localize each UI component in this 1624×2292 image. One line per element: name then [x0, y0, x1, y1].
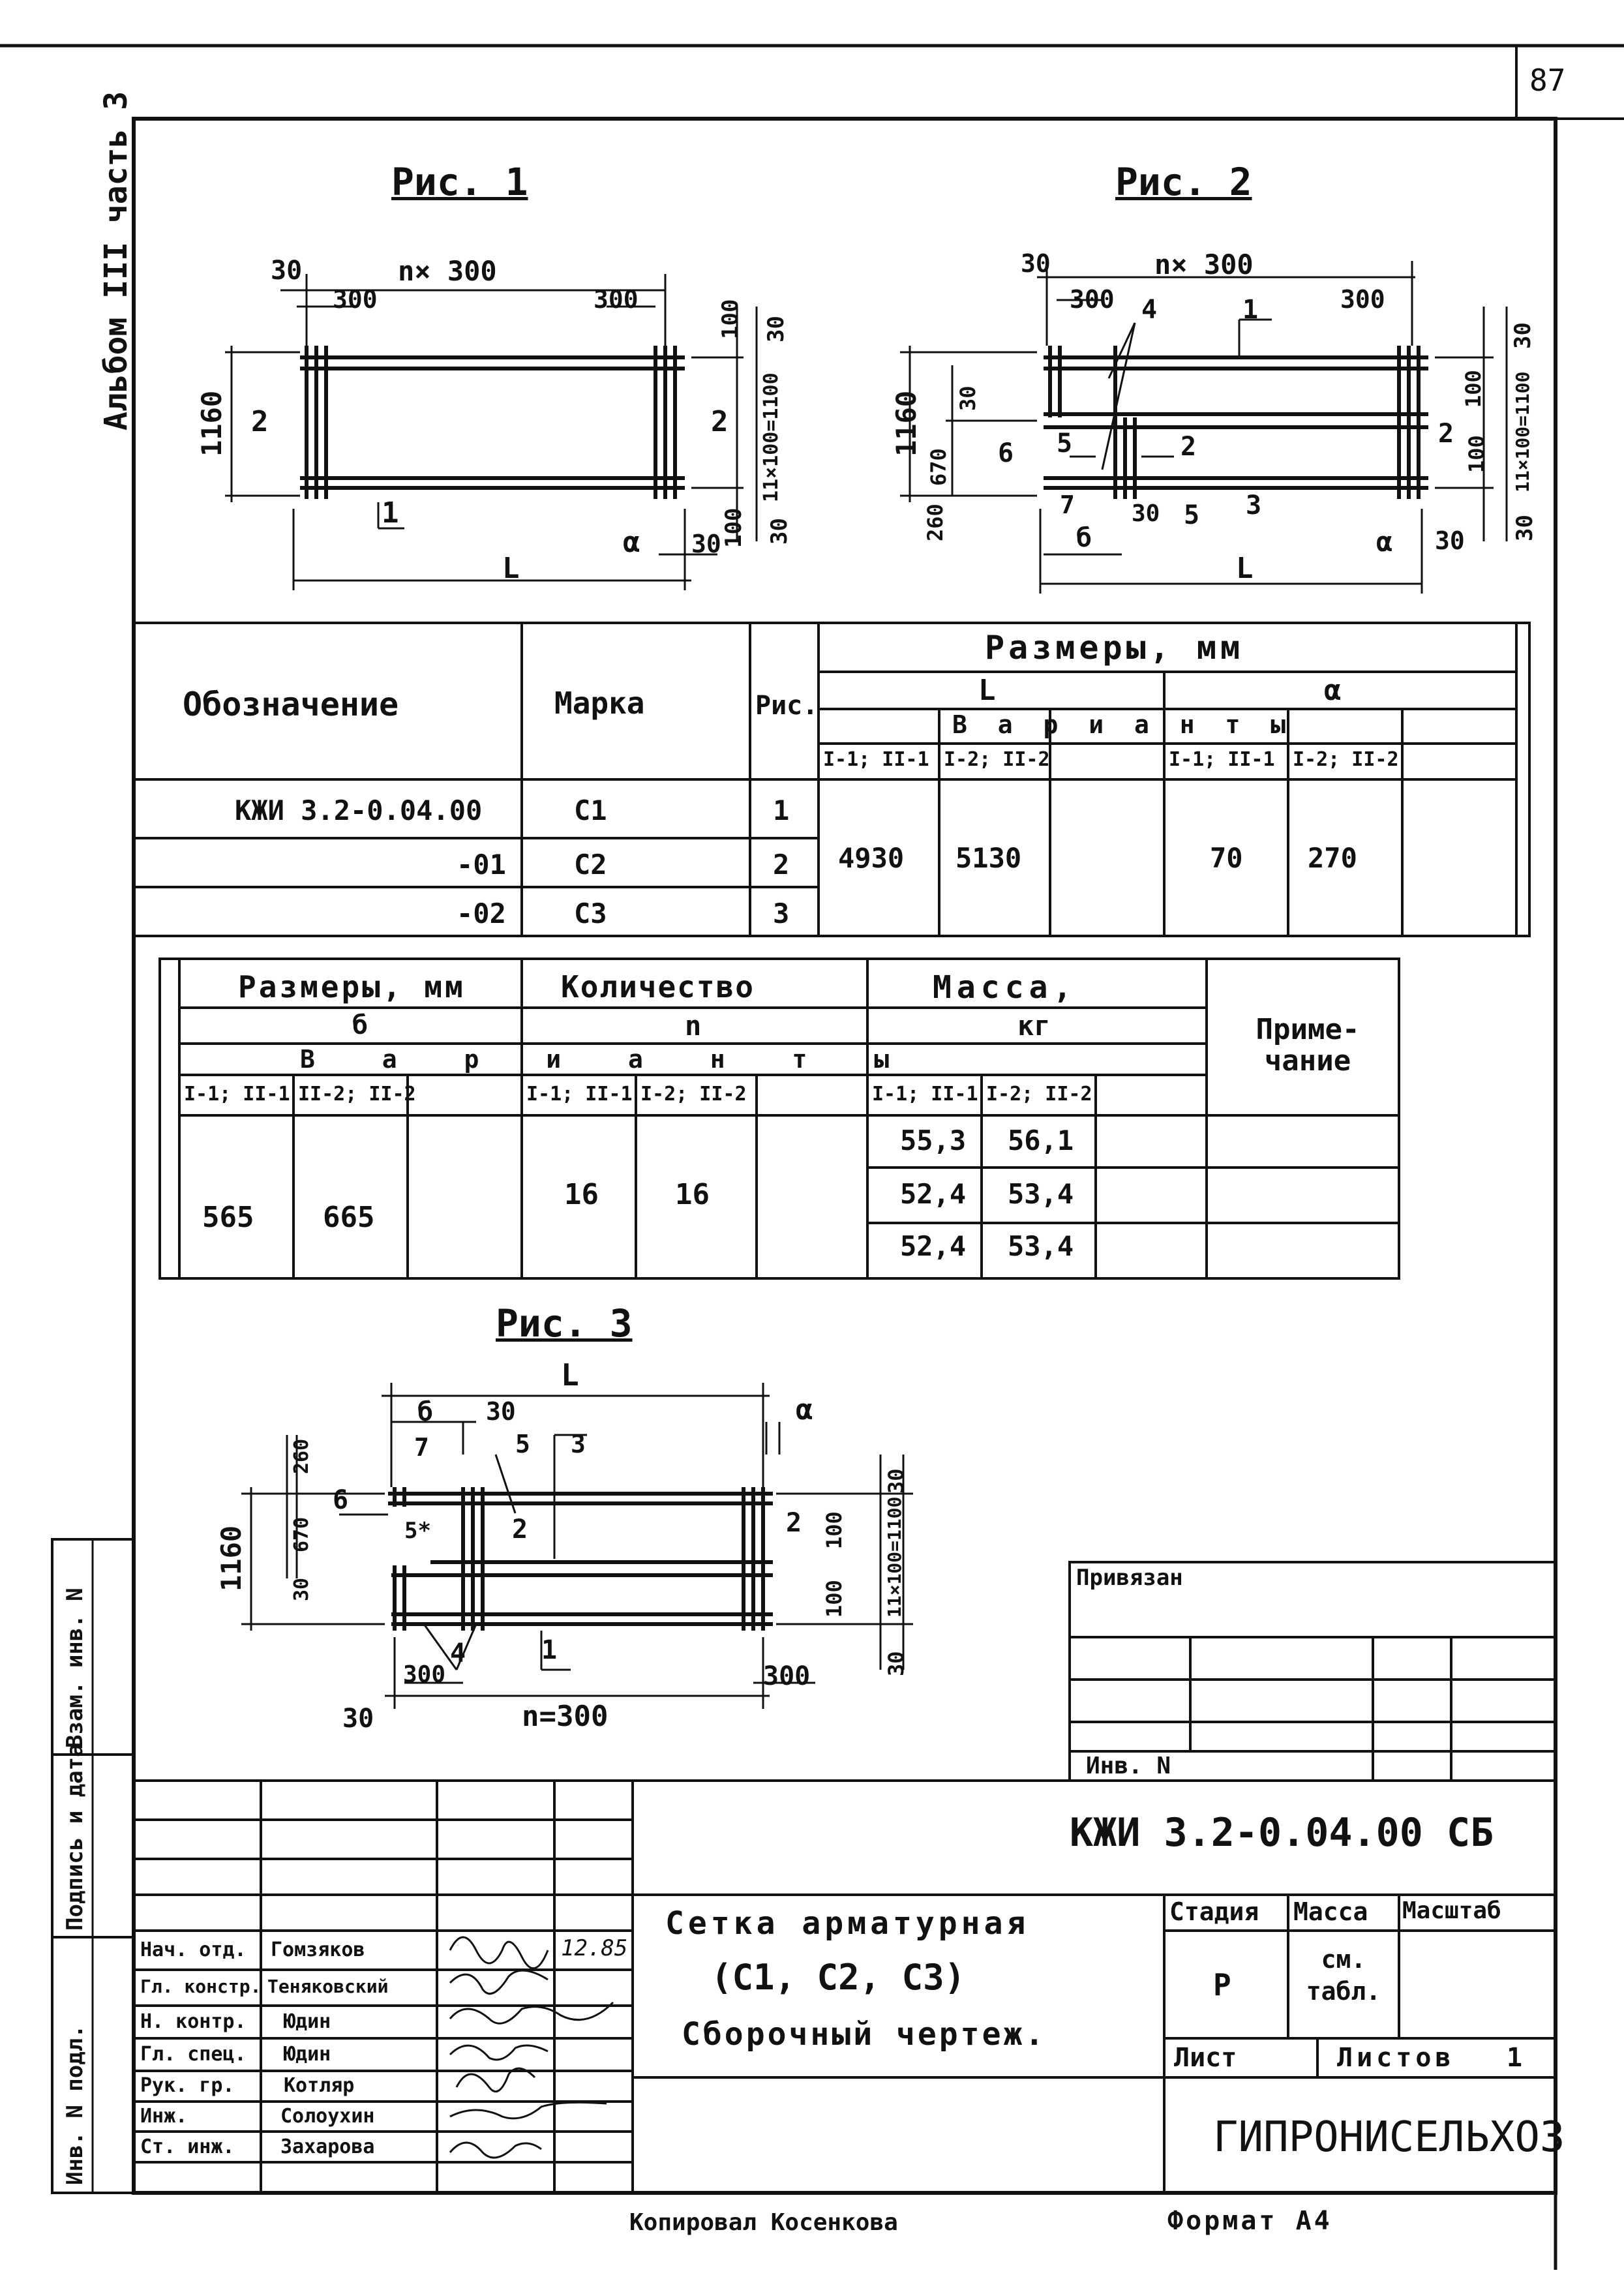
t1-row-designation: -02: [457, 897, 506, 929]
role-name: Юдин: [284, 2043, 331, 2066]
copied-by: Копировал Косенкова: [629, 2209, 898, 2236]
sheets-count: 1: [1507, 2043, 1523, 2073]
fig3-dim: 30: [342, 1704, 374, 1734]
sheet-label: Лист: [1174, 2043, 1237, 2073]
role-name: Солоухин: [280, 2105, 375, 2128]
fig2-dim: 11×100=1100: [1512, 371, 1533, 492]
fig2-pos: 2: [1180, 432, 1197, 462]
t2-b-val1: 565: [202, 1201, 254, 1234]
t2-mass: 52,4: [900, 1178, 967, 1210]
fig2-pos: 1: [1242, 295, 1259, 325]
t1-a-v2: 270: [1308, 842, 1357, 874]
fig3-pos: 7: [414, 1433, 429, 1462]
fig2-dim: 260: [923, 504, 948, 541]
t2-mass: 53,4: [1008, 1178, 1074, 1210]
t1-mark-header: Марка: [554, 686, 645, 721]
drawing-code: КЖИ 3.2-0.04.00 СБ: [1070, 1810, 1494, 1856]
fig2-dim: 30: [1512, 515, 1538, 541]
t2-m-v1: I-1; II-1: [872, 1083, 978, 1106]
fig3-dim: 100: [822, 1580, 847, 1618]
role-label: Гл. спец.: [140, 2043, 247, 2066]
fig3-dim: 260: [290, 1438, 313, 1474]
fig3-dim: α: [796, 1393, 813, 1426]
fig3-dim: 30: [290, 1577, 313, 1601]
fig2-pos: 3: [1246, 490, 1262, 520]
stage-header: Стадия: [1169, 1897, 1259, 1926]
role-label: Гл. констр.: [140, 1976, 262, 1997]
role-label: Нач. отд.: [140, 1938, 247, 1961]
fig2-dim: L: [1236, 552, 1254, 585]
role-label: Инж.: [140, 2105, 188, 2128]
t2-b-v1: I-1; II-1: [184, 1083, 290, 1106]
fig2-dim: 300: [1070, 285, 1115, 314]
mass-header: Масса: [1293, 1897, 1368, 1926]
fig3-dim: L: [561, 1357, 579, 1393]
fig2-dim: 30: [1021, 249, 1051, 278]
fig3-pos: 2: [786, 1508, 802, 1538]
fig1-title: Рис. 1: [391, 160, 528, 204]
signature-date-label: Подпись и дата: [62, 1743, 88, 1931]
fig2-dim: 100: [1464, 435, 1489, 473]
fig1-pos: 2: [251, 405, 269, 438]
role-name: Теняковский: [267, 1976, 389, 1997]
t2-n-val2: 16: [675, 1178, 710, 1211]
inv-label: Инв. N: [1086, 1753, 1171, 1779]
fig2-pos: 5: [1057, 429, 1073, 459]
fig1-dim: 1160: [196, 390, 228, 457]
fig1-dim: 30: [691, 530, 721, 558]
fig3-pos: 4: [450, 1638, 466, 1668]
fig3-dim: 30: [486, 1397, 516, 1426]
fig2-dim: 30: [1132, 500, 1160, 527]
fig2-pos: 4: [1141, 295, 1158, 325]
fig1-dim: L: [502, 552, 520, 585]
fig2-dim: 100: [1461, 370, 1486, 408]
t1-row-fig: 2: [773, 849, 790, 881]
t2-b-v2: II-2; II-2: [298, 1083, 416, 1106]
fig3-pos: 1: [541, 1635, 558, 1665]
fig3-dim: 30: [884, 1468, 909, 1494]
role-date: 12.85: [561, 1935, 628, 1961]
fig3-pos: 5*: [404, 1518, 431, 1544]
signature-mark: [457, 2068, 535, 2092]
signature-mark: [450, 2143, 541, 2158]
t1-L-v1: 4930: [838, 842, 905, 874]
t2-mass: 53,4: [1008, 1230, 1074, 1262]
t1-a-v1: 70: [1210, 842, 1243, 874]
scale-header: Масштаб: [1402, 1897, 1501, 1924]
fig3-pos: 6: [333, 1485, 349, 1515]
t2-mass: 55,3: [900, 1124, 967, 1156]
t2-kg-header: кг: [1017, 1010, 1051, 1042]
drawing-title-1: Сетка арматурная: [665, 1905, 1030, 1942]
t2-n-val1: 16: [564, 1178, 599, 1211]
t1-row-mark: С2: [574, 849, 607, 881]
fig2-pos: 6: [998, 438, 1014, 468]
t1-row-designation: -01: [457, 849, 506, 881]
fig2-dim: α: [1376, 526, 1393, 558]
fig3-pos: 2: [512, 1515, 528, 1545]
fig1-dim: 30: [763, 316, 789, 342]
sheets-label: Листов: [1337, 2043, 1455, 2073]
drawing-title-2: (С1, С2, С3): [711, 1957, 966, 1998]
t2-b-header: б: [352, 1010, 368, 1040]
fig2-dim: n× 300: [1154, 249, 1254, 280]
fig2-dim: 1160: [890, 390, 922, 457]
t2-qty-header: Количество: [561, 969, 755, 1004]
fig3-dim: 1160: [215, 1525, 247, 1591]
t1-sizes-header: Размеры, мм: [985, 629, 1244, 667]
fig2-dim: б: [1076, 523, 1092, 553]
fig1-dim: 30: [271, 256, 303, 286]
t1-row-mark: С3: [574, 897, 607, 929]
fig3-dim: 670: [290, 1516, 313, 1552]
signature-mark: [450, 1937, 548, 1968]
fig1-dim: α: [623, 526, 640, 559]
t1-row-mark: С1: [574, 794, 607, 826]
fig1-dim: 300: [594, 285, 639, 314]
fig2-dim: 30: [1510, 322, 1536, 349]
fig3-dim: 100: [822, 1511, 847, 1549]
t2-mass-header: Масса,: [933, 969, 1077, 1006]
page-number: 87: [1529, 63, 1566, 98]
fig2-dim: 30: [1435, 526, 1465, 555]
t1-variants-header: В а р и а н т ы: [952, 710, 1294, 739]
mass-value: см. табл.: [1306, 1945, 1381, 2006]
fig1-dim: 11×100=1100: [760, 372, 783, 502]
fig1-dim: n× 300: [398, 255, 497, 287]
fig2-dim: 30: [955, 385, 980, 411]
t1-row-fig: 1: [773, 794, 790, 826]
fig3-dim: 300: [763, 1661, 811, 1691]
role-name: Гомзяков: [271, 1938, 365, 1961]
fig3-pos: 5: [515, 1430, 530, 1458]
t2-mass: 56,1: [1008, 1124, 1074, 1156]
t1-row-fig: 3: [773, 897, 790, 929]
role-name: Котляр: [284, 2074, 355, 2097]
t1-designation-header: Обозначение: [183, 686, 399, 723]
fig3-dim: б: [417, 1397, 434, 1427]
fig1-pos: 2: [711, 405, 729, 438]
role-name: Юдин: [284, 2010, 331, 2033]
signature-mark: [450, 2102, 607, 2119]
fig1-dim: 300: [333, 285, 378, 314]
album-label: Альбом III часть 3: [98, 91, 134, 430]
t2-sizes-header: Размеры, мм: [238, 969, 466, 1004]
t2-n-header: n: [685, 1010, 702, 1042]
t1-row-designation: КЖИ 3.2-0.04.00: [235, 794, 483, 826]
vzam-inv-label: Взам. инв. N: [62, 1588, 88, 1748]
t2-variants-header: В а р и а н т ы: [300, 1045, 916, 1074]
t1-v1-header: I-1; II-1: [823, 748, 929, 771]
t2-mass: 52,4: [900, 1230, 967, 1262]
fig2-pos: 2: [1438, 419, 1454, 449]
drawing-title-3: Сборочный чертеж.: [682, 2016, 1047, 2053]
t1-v3-header: I-1; II-1: [1169, 748, 1275, 771]
fig3-dim: 30: [884, 1651, 909, 1676]
fig1-pos: 1: [382, 496, 399, 530]
fig1-dim: 30: [766, 518, 792, 545]
t1-L-v2: 5130: [955, 842, 1022, 874]
fig2-dim: 300: [1340, 285, 1385, 314]
fig3-dim: 11×100=1100: [884, 1496, 905, 1618]
privyazan-label: Привязан: [1076, 1565, 1183, 1591]
role-label: Н. контр.: [140, 2010, 247, 2033]
t1-v4-header: I-2; II-2: [1293, 748, 1399, 771]
t2-q-v1: I-1; II-1: [526, 1083, 633, 1106]
t2-q-v2: I-2; II-2: [640, 1083, 747, 1106]
fig2-pos: 7: [1060, 490, 1075, 519]
t2-note-header: Приме-чание: [1256, 1013, 1360, 1078]
fig2-pos: 5: [1184, 500, 1200, 530]
fig1-dim: 100: [717, 299, 744, 339]
signature-mark: [450, 2045, 548, 2060]
fig3-title: Рис. 3: [496, 1301, 633, 1346]
format-label: Формат А4: [1167, 2206, 1332, 2236]
t1-a-header: α: [1324, 674, 1342, 707]
fig2-dim: 670: [926, 448, 951, 486]
t2-m-v2: I-2; II-2: [986, 1083, 1092, 1106]
fig1-dim: 100: [721, 507, 747, 548]
t1-L-header: L: [978, 674, 996, 707]
fig3-dim: n=300: [522, 1700, 609, 1733]
fig3-pos: 3: [571, 1430, 586, 1458]
t1-fig-header: Рис.: [755, 691, 819, 721]
inv-podl-label: Инв. N подл.: [62, 2025, 88, 2185]
role-label: Рук. гр.: [140, 2074, 235, 2097]
fig3-dim: 300: [403, 1661, 446, 1688]
organization: ГИПРОНИСЕЛЬХОЗ: [1213, 2113, 1565, 2162]
t2-b-val2: 665: [323, 1201, 375, 1234]
t1-v2-header: I-2; II-2: [944, 748, 1050, 771]
role-name: Захарова: [280, 2135, 375, 2158]
signature-mark: [450, 1970, 548, 1994]
stage-value: Р: [1213, 1967, 1231, 2002]
role-label: Ст. инж.: [140, 2135, 235, 2158]
signature-mark: [450, 2002, 613, 2023]
fig2-title: Рис. 2: [1115, 160, 1252, 204]
